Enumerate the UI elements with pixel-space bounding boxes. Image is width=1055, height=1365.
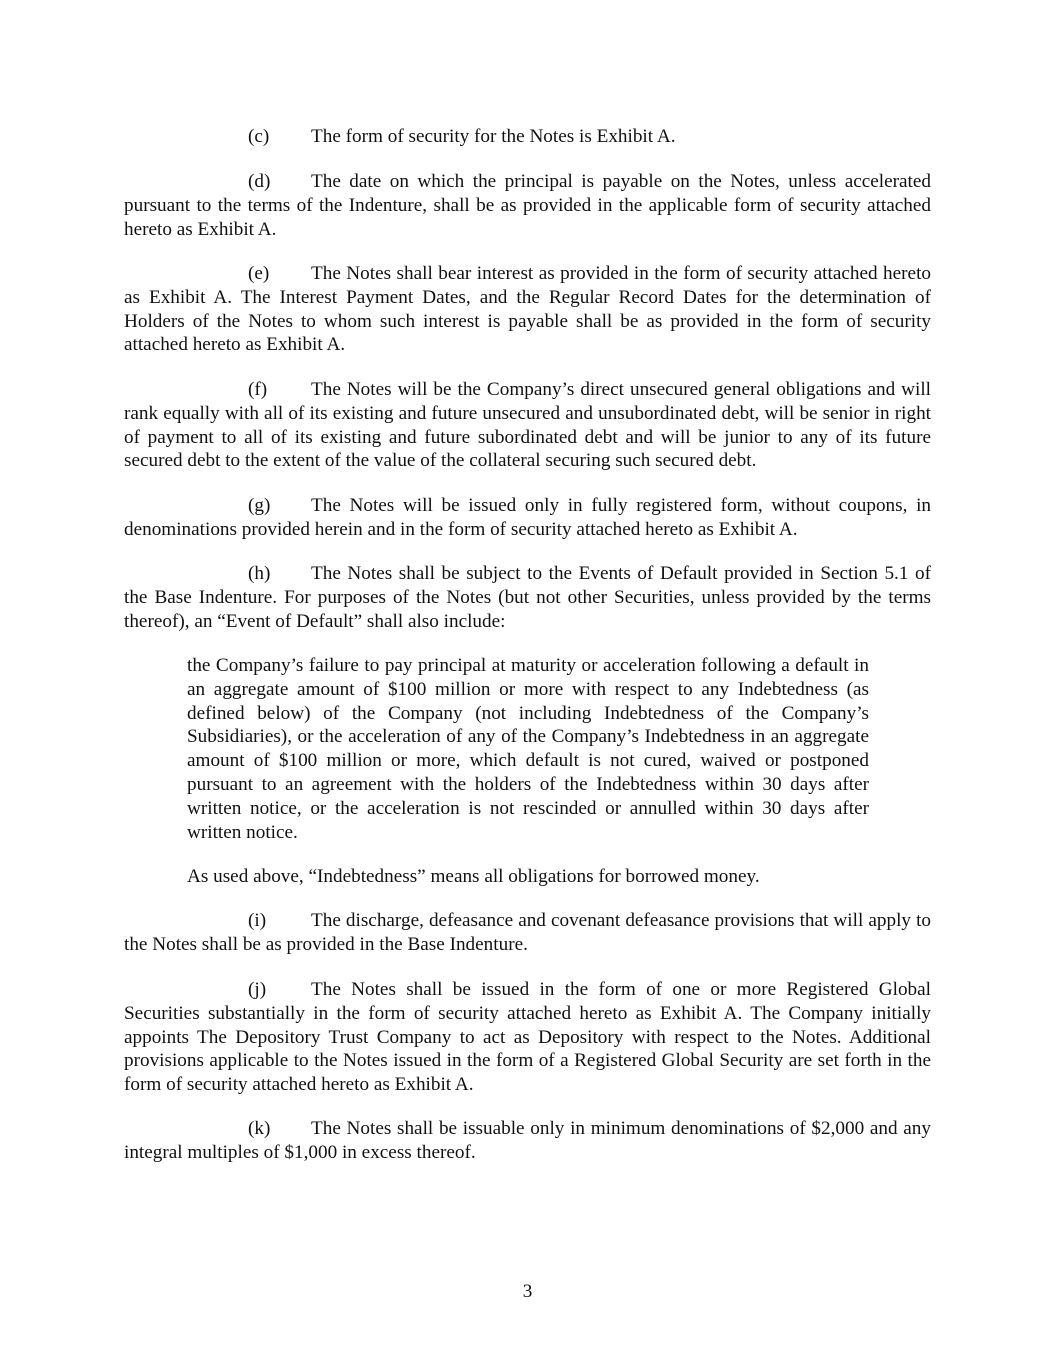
paragraph-text: The Notes shall be issuable only in minimum denominations of $2,000 and any integral multiples of $1,000 in excess thereof. — [124, 1118, 931, 1163]
paragraph-text: The Notes will be the Company’s direct unsecured general obligations and will rank equally with all of its existing and future unsecured and unsubordinated debt, will be senior in right of payment to all of its existing and future subordinated debt and will be junior to any of its future secured debt to the extent of the value of the collateral securing such secured debt. — [124, 379, 931, 472]
paragraph-f — [124, 378, 931, 473]
paragraph-label: (g) — [248, 495, 271, 516]
paragraph-text: The Notes shall be subject to the Events of Default provided in Section 5.1 of the Base Indenture. For purposes of the Notes (but not other Securities, unless provided by the terms thereof), an “Event of Default” shall also include: — [124, 563, 931, 632]
paragraph-text: The Notes will be issued only in fully registered form, without coupons, in denominations provided herein and in the form of security attached hereto as Exhibit A. — [124, 495, 931, 540]
paragraph-g — [124, 494, 931, 542]
paragraph-label: (e) — [248, 263, 270, 284]
quoted-clause: the Company’s failure to pay principal at maturity or acceleration following a default in an aggregate amount of $100 million or more with respect to any Indebtedness (as defined below) of the Company (not including Indebtedness of the Company’s Subsidiaries), or the acceleration of any of the Company’s Indebtedness in an aggregate amount of $100 million or more, which default is not cured, waived or postponed pursuant to an agreement with the holders of the Indebtedness within 30 days after written notice, or the acceleration is not rescinded or annulled within 30 days after written notice. — [187, 655, 869, 843]
paragraph-text: The Notes shall be issued in the form of one or more Registered Global Securities substantially in the form of security attached hereto as Exhibit A. The Company initially appoints The Depository Trust Company to act as Depository with respect to the Notes. Additional provisions applicable to the Notes issued in the form of a Registered Global Security are set forth in the form of security attached hereto as Exhibit A. — [124, 979, 931, 1096]
paragraph-c — [124, 125, 931, 149]
paragraph-text: The discharge, defeasance and covenant defeasance provisions that will apply to the Notes shall be as provided in the Base Indenture. — [124, 910, 931, 955]
paragraph-label: (f) — [248, 379, 268, 400]
definition-text: As used above, “Indebtedness” means all obligations for borrowed money. — [187, 866, 760, 887]
paragraph-label: (i) — [248, 910, 267, 931]
paragraph-text: The Notes shall bear interest as provided in the form of security attached hereto as Exhibit A. The Interest Payment Dates, and the Regular Record Dates for the determination of Holders of the Notes to whom such interest is payable shall be as provided in the form of security attached hereto as Exhibit A. — [124, 263, 931, 356]
paragraph-label: (j) — [248, 979, 267, 1000]
paragraph-label: (d) — [248, 171, 271, 192]
paragraph-text: The date on which the principal is payable on the Notes, unless accelerated pursuant to the terms of the Indenture, shall be as provided in the applicable form of security attached hereto as Exhibit A. — [124, 171, 931, 240]
paragraph-j — [124, 978, 931, 1097]
paragraph-e — [124, 262, 931, 357]
paragraph-text: The form of security for the Notes is Exhibit A. — [311, 126, 676, 147]
paragraph-k — [124, 1117, 931, 1165]
paragraph-label: (c) — [248, 126, 270, 147]
paragraph-d — [124, 170, 931, 241]
paragraph-h — [124, 562, 931, 633]
paragraph-label: (k) — [248, 1118, 271, 1139]
paragraph-i — [124, 909, 931, 957]
paragraph-label: (h) — [248, 563, 271, 584]
page-number: 3 — [522, 1281, 533, 1302]
